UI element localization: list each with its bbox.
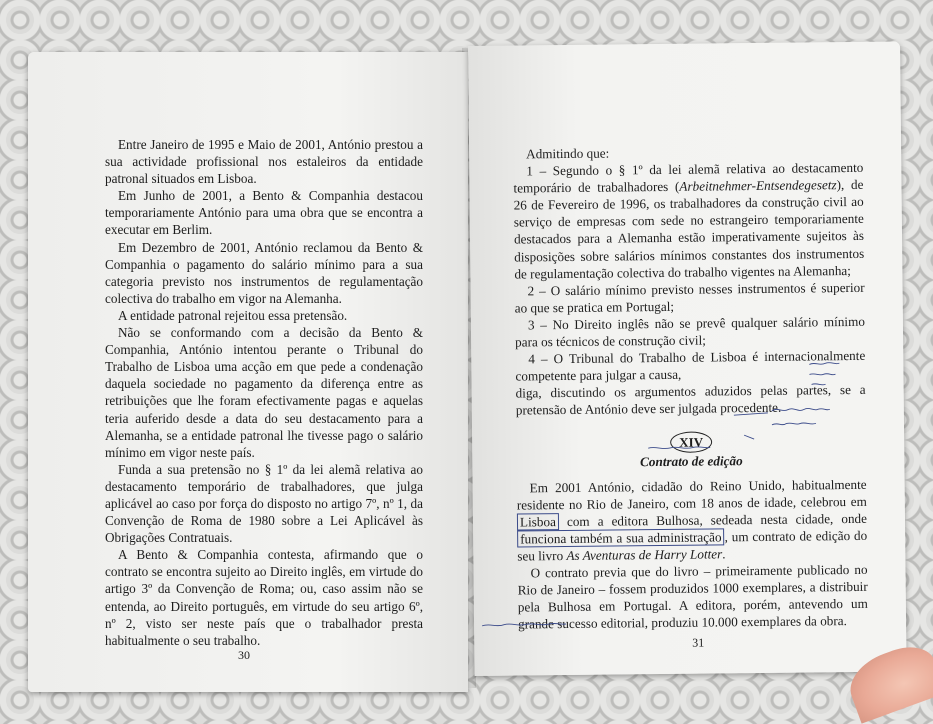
paragraph: A entidade patronal rejeitou essa pretensão. <box>118 307 348 323</box>
list-item: 1 – Segundo o § 1º da lei alemã relativa ao destacamento temporário de trabalhadores (Arbeitnehmer-Entsendegesetz), de 26 de Fevereiro de 1996, os trabalhadores da construção civil ao serviço de empresas com sede no estrangeiro temporariamente destacados para a Alemanha estão imperativamente sujeitos às disposições sobre salários mínimos constantes dos instrumentos de regulamentação colectiva do trabalho vigentes na Alemanha; <box>513 159 865 282</box>
paragraph: Em 2001 António, cidadão do Reino Unido, habitualmente residente no Rio de Janeiro, com 18 anos de idade, celebrou em Lisboa com a editora Bulhosa, sedeada nesta cidade, onde funciona também a sua administração , um contrato de edição do seu livro As Aventuras de Harry Lotter. <box>516 476 868 564</box>
handwritten-box-highlight: Lisboa <box>517 513 559 530</box>
paragraph: Em Dezembro de 2001, António reclamou da Bento & Companhia o pagamento do salário mínimo para a sua categoria previsto nos instrumentos de regulamentação colectiva do trabalho em vigor na Alemanha. <box>105 239 423 306</box>
list-item: 2 – O salário mínimo previsto nesses instrumentos é superior ao que se pratica em Portugal; <box>514 279 865 316</box>
handwritten-underline-highlight: funciona também a sua administração <box>517 528 725 547</box>
paragraph: A Bento & Companhia contesta, afirmando que o contrato se encontra sujeito ao Direito inglês, em virtude do artigo 3º da Convenção de Roma; ou, caso assim não se entenda, ao Direito português, em virtude do seu artigo 6º, nº 2, visto ser neste país que o trabalhador presta habitualmente o seu trabalho. <box>105 547 423 648</box>
left-page <box>28 52 468 692</box>
right-page <box>468 41 907 675</box>
paragraph: Não se conformando com a decisão da Bento & Companhia, António intentou perante o Tribunal do Trabalho de Lisboa uma acção em que pede a condenação daquela sociedade no pagamento da diferença entre as retribuições que lhe foram efectivamente pagas e aquelas teria auferido desde a data do seu destacamento para a Alemanha, se a entidade patronal lhe tivesse pago o salário mínimo em vigor neste país. <box>105 325 423 460</box>
right-page-text <box>513 142 868 633</box>
paragraph: Funda a sua pretensão no § 1º da lei alemã relativa ao destacamento temporário de trabalhadores, que julga aplicável ao caso por força do disposto no artigo 7º, nº 1, da Convenção de Roma de 1980 sobre a Lei Aplicável às Obrigações Contratuais. <box>105 461 423 546</box>
section-heading <box>516 429 866 471</box>
page-number-left: 30 <box>238 648 250 662</box>
list-item: 3 – No Direito inglês não se prevê qualquer salário mínimo para os técnicos de construção civil; <box>515 313 865 350</box>
paragraph: Em Junho de 2001, a Bento & Companhia destacou temporariamente António para uma obra que se encontra a executar em Berlim. <box>105 188 423 238</box>
page-number-right: 31 <box>692 635 705 650</box>
closing-paragraph: diga, discutindo os argumentos aduzidos pelas partes, se a pretensão de António deve ser julgada procedente. <box>515 382 866 418</box>
left-page-text <box>105 136 423 649</box>
section-title: Contrato de edição <box>639 452 743 469</box>
intro-line: Admitindo que: <box>526 145 610 162</box>
paragraph: Entre Janeiro de 1995 e Maio de 2001, António prestou a sua actividade profissional nos estaleiros da entidade patronal situados em Lisboa. <box>105 137 423 187</box>
paragraph: O contrato previa que do livro – primeiramente publicado no Rio de Janeiro – fossem produzidos 1000 exemplares, a distribuir pela Bulhosa em Portugal. A editora, porém, antevendo um grande sucesso editorial, produziu 10.000 exemplares da obra. <box>517 562 868 632</box>
list-item: 4 – O Tribunal do Trabalho de Lisboa é internacionalmente competente para julgar a causa, <box>515 347 866 384</box>
section-number: XIV <box>670 431 712 453</box>
